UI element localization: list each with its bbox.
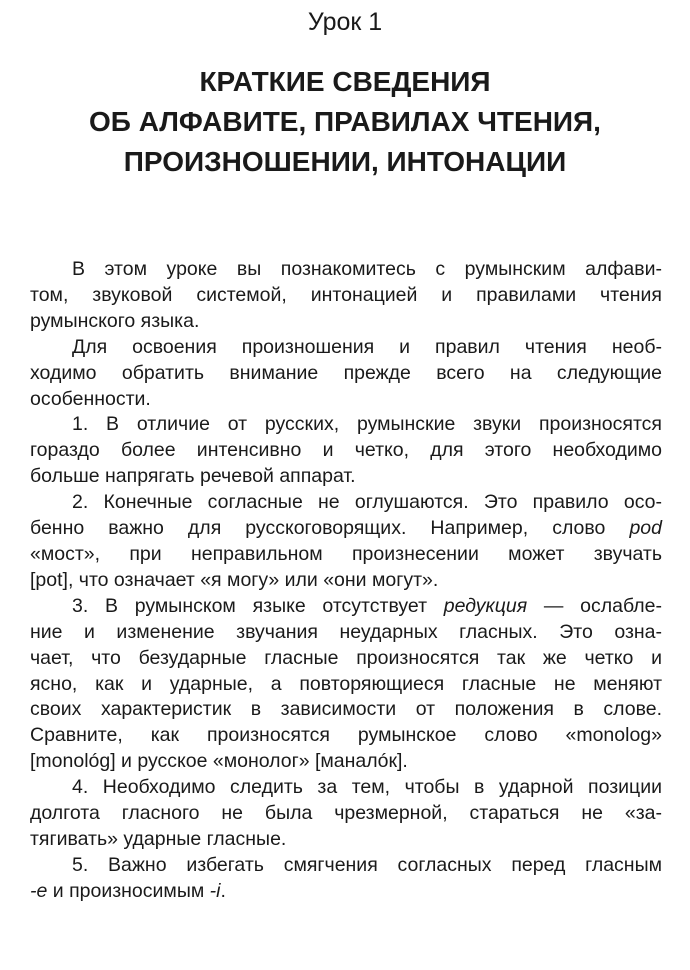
text-segment: том, звуковой системой, интонацией и правилами чтения — [30, 283, 662, 306]
text-segment: особенности. — [30, 387, 151, 410]
text-segment: . — [220, 879, 226, 902]
text-segment: [pot], что означает «я могу» или «они могут». — [30, 568, 439, 591]
title-line: ОБ АЛФАВИТЕ, ПРАВИЛАХ ЧТЕНИЯ, — [89, 106, 601, 137]
text-segment: — ослабле- — [527, 594, 662, 617]
text-segment: ние и изменение звучания неударных гласных. Это озна- — [30, 620, 662, 643]
italic-term: -i — [209, 879, 221, 902]
text-line — [30, 697, 662, 723]
text-segment: «мост», при неправильном произнесении может звучать — [30, 542, 662, 565]
text-line — [30, 723, 662, 749]
text-line — [30, 438, 662, 464]
text-segment: долгота гласного не была чрезмерной, стараться не «за- — [30, 802, 662, 825]
text-line — [30, 853, 662, 879]
text-line — [30, 775, 662, 801]
text-line — [30, 464, 662, 490]
text-line — [30, 361, 662, 387]
text-segment: Сравните, как произносятся румынское слово «monolog» — [30, 724, 662, 747]
text-line — [30, 827, 662, 853]
text-segment: и произносимым — [47, 879, 210, 902]
text-line — [30, 801, 662, 827]
italic-term: pod — [629, 517, 662, 540]
text-line — [30, 335, 662, 361]
text-segment: румынского языка. — [30, 309, 200, 332]
text-line — [30, 594, 662, 620]
text-segment: Для освоения произношения и правил чтения необ- — [72, 335, 662, 358]
text-line — [30, 387, 662, 413]
text-segment: ясно, как и ударные, а повторяющиеся гласные не меняют — [30, 672, 662, 695]
text-segment: 2. Конечные согласные не оглушаются. Это правило осо- — [72, 491, 662, 514]
text-segment: тягивать» ударные гласные. — [30, 827, 287, 850]
text-segment: [monológ] и русское «монолог» [маналóк]. — [30, 750, 408, 773]
text-line — [30, 542, 662, 568]
italic-term: редукция — [443, 594, 528, 617]
text-line — [30, 283, 662, 309]
title-line: КРАТКИЕ СВЕДЕНИЯ — [199, 66, 491, 97]
text-line — [30, 879, 662, 905]
text-line — [30, 412, 662, 438]
text-segment: бенно важно для русскоговорящих. Например, слово — [30, 517, 630, 540]
text-line — [30, 568, 662, 594]
italic-term: -е — [30, 879, 48, 902]
text-segment: 5. Важно избегать смягчения согласных перед гласным — [72, 853, 662, 876]
text-line — [30, 516, 662, 542]
lesson-number: Урок 1 — [307, 8, 383, 36]
text-line — [30, 257, 662, 283]
text-segment: своих характеристик в зависимости от положения в слове. — [30, 698, 662, 721]
text-segment: 4. Необходимо следить за тем, чтобы в ударной позиции — [72, 776, 662, 799]
text-line — [30, 646, 662, 672]
title-line: ПРОИЗНОШЕНИИ, ИНТОНАЦИИ — [123, 146, 567, 177]
text-line — [30, 309, 662, 335]
text-segment: 3. В румынском языке отсутствует — [72, 594, 444, 617]
page-title — [0, 62, 690, 182]
body-text — [30, 257, 662, 905]
text-segment: В этом уроке вы познакомитесь с румынским алфави- — [72, 258, 662, 280]
text-line — [30, 490, 662, 516]
text-segment: ходимо обратить внимание прежде всего на следующие — [30, 361, 662, 384]
text-segment: гораздо более интенсивно и четко, для этого необходимо — [30, 439, 662, 462]
text-line — [30, 672, 662, 698]
text-segment: 1. В отличие от русских, румынские звуки произносятся — [72, 413, 662, 436]
text-line — [30, 749, 662, 775]
text-line — [30, 620, 662, 646]
text-segment: больше напрягать речевой аппарат. — [30, 465, 356, 488]
text-segment: чает, что безударные гласные произносятся так же четко и — [30, 646, 662, 669]
